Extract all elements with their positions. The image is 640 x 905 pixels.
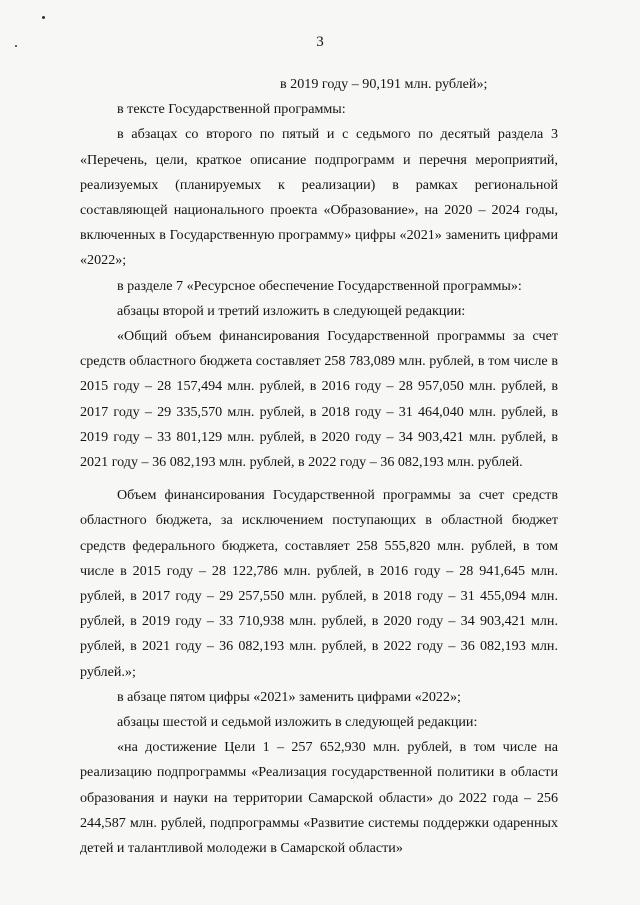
document-body (80, 72, 558, 861)
paragraph-8: в абзаце пятом цифры «2021» заменить цифрами «2022»; (117, 688, 461, 705)
paragraph-1: в 2019 году – 90,191 млн. рублей»; (280, 76, 488, 92)
paragraph-10: «на достижение Цели 1 – 257 652,930 млн. рублей, в том числе на реализацию подпрограммы «Реализация государственной политики в области образования и науки на территории Самарской области» до 2022 года – 256 244,587 млн. рублей, подпрограммы «Развитие системы поддержки одаренных детей и талантливой молодежи в Самарской области» (80, 739, 558, 857)
page-number: 3 (316, 34, 324, 50)
paragraph-4: в разделе 7 «Ресурсное обеспечение Государственной программы»: (117, 277, 522, 294)
paragraph-7: Объем финансирования Государственной программы за счет средств областного бюджета, за исключением поступающих в областной бюджет средств федерального бюджета, составляет 258 555,820 млн. рублей, в том числе в 2015 году – 28 122,786 млн. рублей, в 2016 году – 28 941,645 млн. рублей, в 2017 году – 29 257,550 млн. рублей, в 2018 году – 31 455,094 млн. рублей, в 2019 году – 33 710,938 млн. рублей, в 2020 году – 34 903,421 млн. рублей, в 2021 году – 36 082,193 млн. рублей, в 2022 году – 36 082,193 млн. рублей.»; (80, 487, 558, 680)
paragraph-5: абзацы второй и третий изложить в следующей редакции: (117, 302, 466, 319)
paragraph-9: абзацы шестой и седьмой изложить в следующей редакции: (117, 714, 478, 731)
paragraph-3: в абзацах со второго по пятый и с седьмого по десятый раздела 3 «Перечень, цели, краткое описание подпрограмм и перечня мероприятий, реализуемых (планируемых к реализации) в рамках региональной составляющей национального проекта «Образование», на 2020 – 2024 годы, включенных в Государственную программу» цифры «2021» заменить цифрами «2022»; (80, 126, 558, 269)
paragraph-6: «Общий объем финансирования Государственной программы за счет средств областного бюджета составляет 258 783,089 млн. рублей, в том числе в 2015 году – 28 157,494 млн. рублей, в 2016 году – 28 957,050 млн. рублей, в 2017 году – 29 335,570 млн. рублей, в 2018 году – 31 464,040 млн. рублей, в 2019 году – 33 801,129 млн. рублей, в 2020 году – 34 903,421 млн. рублей, в 2021 году – 36 082,193 млн. рублей, в 2022 году – 36 082,193 млн. рублей. (80, 328, 558, 471)
paragraph-2: в тексте Государственной программы: (117, 101, 346, 118)
scan-speck (42, 16, 45, 19)
